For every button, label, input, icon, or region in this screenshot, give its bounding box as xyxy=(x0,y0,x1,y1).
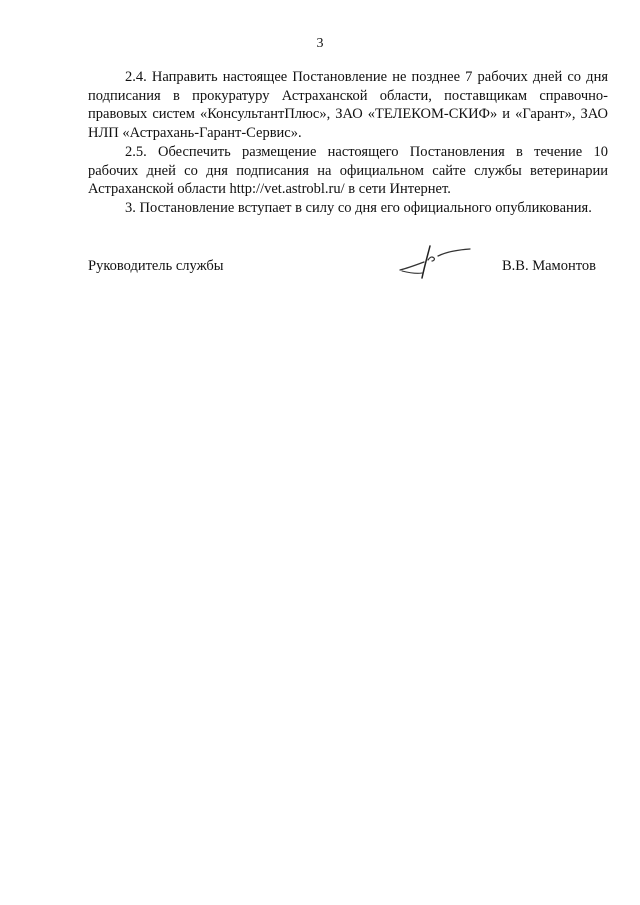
signer-name: В.В. Мамонтов xyxy=(502,258,596,274)
paragraph-2-4: 2.4. Направить настоящее Постановление не позднее 7 рабочих дней со дня подписания в прокуратуру Астраханской области, поставщикам справочно-правовых систем «КонсультантПлюс», ЗАО «ТЕЛЕКОМ-СКИФ» и «Гарант», ЗАО НЛП «Астрахань-Гарант-Сервис». xyxy=(88,69,608,142)
paragraph-2-5: 2.5. Обеспечить размещение настоящего Постановления в течение 10 рабочих дней со дня подписания на официальном сайте службы ветеринарии Астраханской области http://vet.astrobl.ru/ в сети Интернет. xyxy=(88,143,608,198)
document-body xyxy=(88,68,608,218)
paragraph-3: 3. Постановление вступает в силу со дня его официального опубликования. xyxy=(125,199,592,216)
signature-block xyxy=(88,254,608,284)
signer-position: Руководитель службы xyxy=(88,258,224,274)
handwritten-signature-icon xyxy=(394,240,474,280)
page-number: 3 xyxy=(316,36,324,51)
